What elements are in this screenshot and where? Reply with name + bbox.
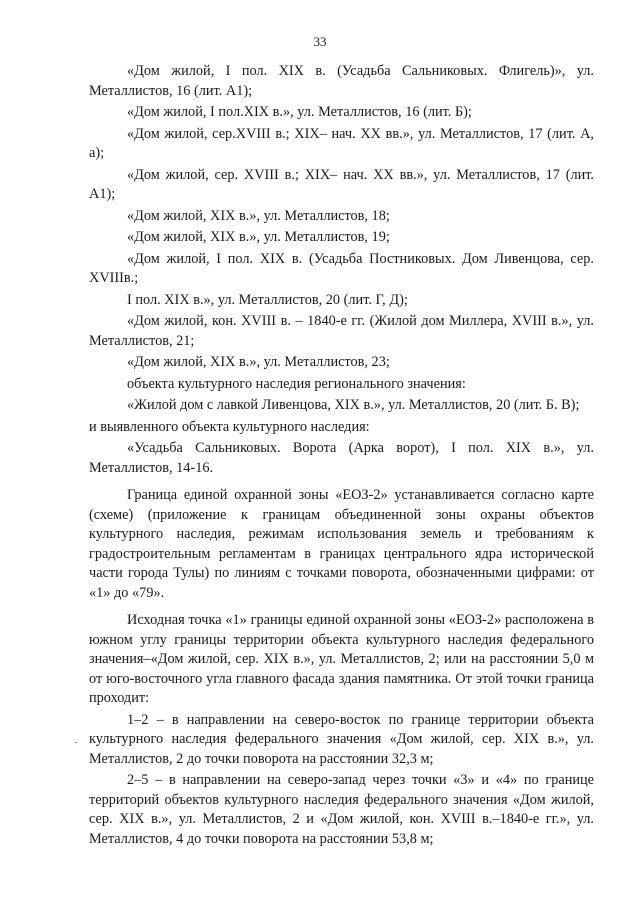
paragraph-starting-point: Исходная точка «1» границы единой охранной зоны «ЕОЗ-2» расположена в южном углу границы территории объекта культурного наследия федерального значения–«Дом жилой, сер. XIX в.», ул. Металлистов, 2; или на расстоянии 5,0 м от юго-восточного угла главного фасада здания памятника. От этой точки граница проходит:	[89, 612, 594, 706]
paragraph-object-list-item: «Дом жилой, кон. XVIII в. – 1840-е гг. (Жилой дом Миллера, XVIII в.», ул. Металлистов, 21;	[89, 313, 594, 349]
paragraph-boundary-segment: 1–2 – в направлении на северо-восток по границе территории объекта культурного наследия федерального значения «Дом жилой, сер. XIX в.», ул. Металлистов, 2 до точки поворота на расстоянии 32,3 м;	[89, 711, 594, 767]
paragraph-object-list-item: «Жилой дом с лавкой Ливенцова, XIX в.», ул. Металлистов, 20 (лит. Б. В);	[127, 397, 580, 413]
paragraph-zone-description: Граница единой охранной зоны «ЕОЗ-2» устанавливается согласно карте (схеме) (приложение к границам объединенной зоны охраны объектов культурного наследия, режимам использования земель и требованиям к градостроительным регламентам в границах центрального ядра исторической части города Тулы) по линиям с точками поворота, обозначенными цифрами: от «1» до «79».	[89, 487, 594, 601]
body-text	[89, 62, 594, 849]
page-number: 33	[313, 34, 327, 49]
paragraph-object-list-item: «Дом жилой, I пол. XIX в. (Усадьба Сальниковых. Флигель)», ул. Металлистов, 16 (лит. А1);	[89, 63, 594, 99]
paragraph-object-list-item: «Дом жилой, I пол.XIX в.», ул. Металлистов, 16 (лит. Б);	[127, 104, 472, 120]
paragraph-object-list-item: «Дом жилой, сер.XVIII в.; XIX– нач. XX вв.», ул. Металлистов, 17 (лит. А, а);	[89, 125, 594, 161]
scan-margin-mark	[75, 742, 77, 743]
paragraph-object-list-item: «Дом жилой, сер. XVIII в.; XIX– нач. XX вв.», ул. Металлистов, 17 (лит. А1);	[89, 166, 594, 202]
paragraph-object-list-item: «Дом жилой, I пол. XIX в. (Усадьба Постниковых. Дом Ливенцова, сер. XVIIIв.;	[89, 250, 594, 286]
paragraph-object-list-item: «Дом жилой, XIX в.», ул. Металлистов, 23;	[127, 354, 390, 370]
paragraph-object-list-item: «Дом жилой, XIX в.», ул. Металлистов, 18;	[127, 207, 390, 224]
paragraph-boundary-segment: 2–5 – в направлении на северо-запад через точки «3» и «4» по границе территорий объектов культурного наследия федерального значения «Дом жилой, сер. XIX в.», ул. Металлистов, 2 и «Дом жилой, кон. XVIII в.–1840-е гг.», ул. Металлистов, 4 до точки поворота на расстоянии 53,8 м;	[89, 772, 594, 847]
paragraph-category-heading: объекта культурного наследия регионального значения:	[127, 375, 466, 392]
paragraph-object-list-item: I пол. XIX в.», ул. Металлистов, 20 (лит. Г, Д);	[127, 291, 408, 308]
paragraph-object-list-item: «Усадьба Сальниковых. Ворота (Арка ворот), I пол. XIX в.», ул. Металлистов, 14-16.	[89, 440, 594, 476]
paragraph-category-heading: и выявленного объекта культурного наследия:	[89, 418, 370, 435]
paragraph-object-list-item: «Дом жилой, XIX в.», ул. Металлистов, 19;	[127, 229, 390, 245]
